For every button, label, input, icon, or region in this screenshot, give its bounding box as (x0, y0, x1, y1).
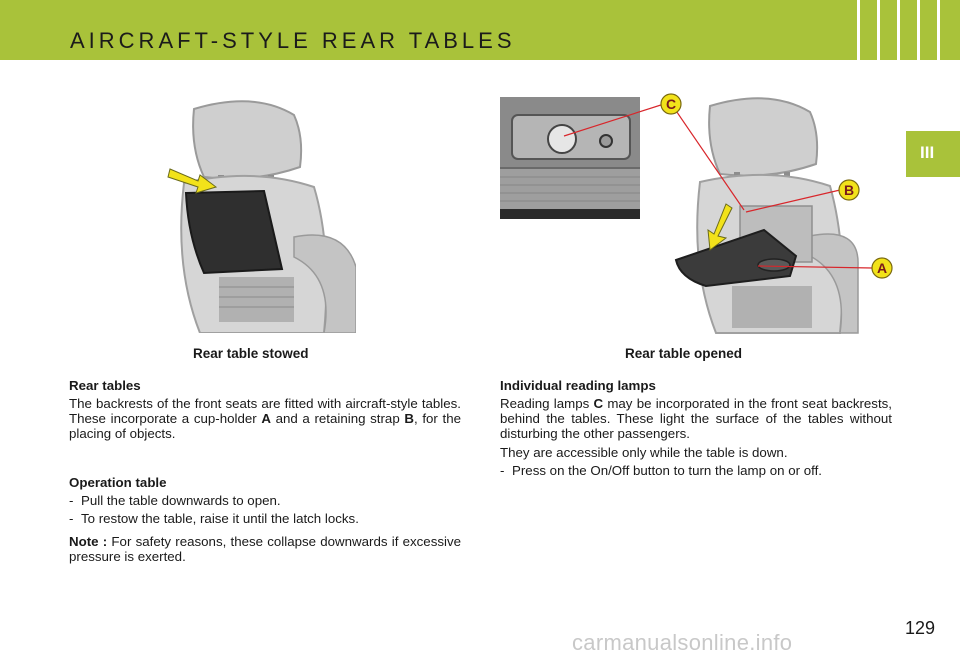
text-segment: , for the placing of objects. (69, 411, 461, 441)
header-stripe (857, 0, 860, 60)
paragraph-note (69, 534, 461, 564)
ref-a: A (261, 411, 271, 426)
ref-b: B (404, 411, 414, 426)
marker-a-label: A (876, 260, 888, 276)
marker-b-label: B (843, 182, 855, 198)
note-text: For safety reasons, these collapse downwards if excessive pressure is exerted. (69, 534, 462, 564)
heading-reading-lamps: Individual reading lamps (500, 378, 656, 393)
marker-c (660, 93, 682, 115)
ref-c: C (593, 396, 604, 411)
figure-table-opened (670, 90, 900, 335)
leader-line-c (560, 100, 670, 140)
paragraph-accessible: They are accessible only while the table is down. (500, 445, 788, 460)
heading-rear-tables: Rear tables (69, 378, 141, 393)
caption-stowed: Rear table stowed (193, 346, 309, 361)
text-segment: and a retaining strap (270, 411, 405, 426)
figure-table-stowed (164, 97, 356, 333)
list-item-text: Press on the On/Off button to turn the lamp on or off. (512, 463, 822, 478)
header-stripe (877, 0, 880, 60)
header-stripe (897, 0, 900, 60)
list-item: - Pull the table downwards to open. (69, 493, 281, 508)
caption-opened: Rear table opened (625, 346, 743, 361)
list-item: - To restow the table, raise it until the latch locks. (69, 511, 359, 526)
heading-operation: Operation table (69, 475, 167, 490)
paragraph-reading-lamps (500, 396, 892, 441)
right-column (500, 378, 892, 478)
page-title: AIRCRAFT-STYLE REAR TABLES (70, 28, 516, 53)
marker-a (871, 257, 893, 279)
marker-b (838, 179, 860, 201)
header-band (0, 0, 960, 60)
list-item: - Press on the On/Off button to turn the lamp on or off. (500, 463, 822, 478)
list-item-text: Pull the table downwards to open. (81, 493, 281, 508)
header-stripe (917, 0, 920, 60)
list-item-text: To restow the table, raise it until the latch locks. (81, 511, 359, 526)
header-stripe (937, 0, 940, 60)
chapter-tab (906, 131, 960, 177)
left-column (69, 378, 461, 564)
paragraph-rear-tables (69, 396, 461, 441)
text-segment: The backrests of the front seats are fitted with aircraft-style tables. These incorporate a cup-holder (69, 396, 461, 426)
note-label: Note : (69, 534, 108, 549)
chapter-label: III (920, 143, 935, 162)
marker-c-label: C (665, 96, 677, 112)
watermark: carmanualsonline.info (572, 630, 793, 655)
page-number: 129 (905, 618, 936, 638)
text-segment: may be incorporated in the front seat backrests, behind the tables. These light the surface of the tables without disturbing the other passengers. (500, 396, 892, 441)
text-segment: Reading lamps (500, 396, 594, 411)
